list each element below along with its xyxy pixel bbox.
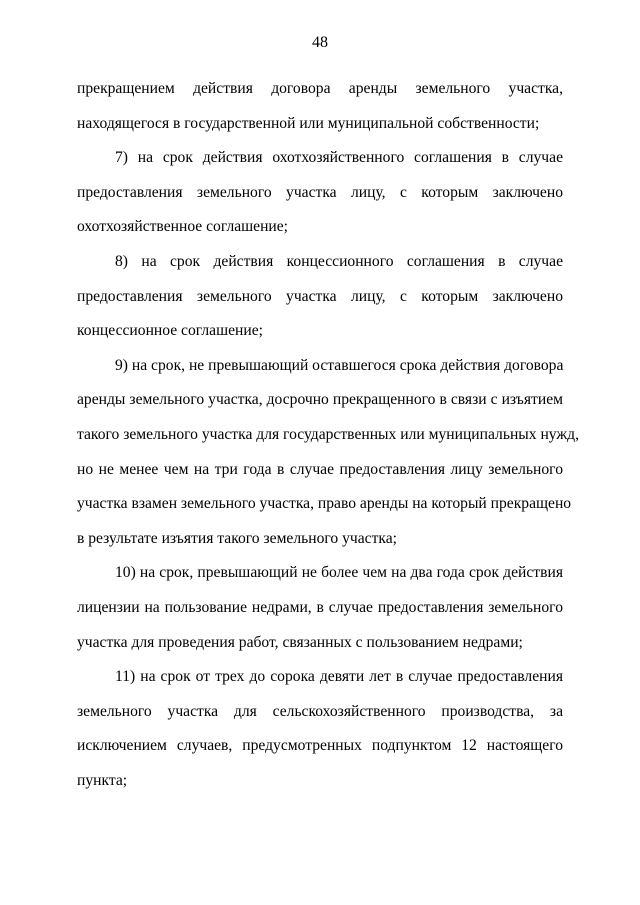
text-line: 8) на срок действия концессионного соглашения в случае: [115, 252, 563, 270]
text-line: исключением случаев, предусмотренных подпунктом 12 настоящего: [77, 737, 563, 755]
body-text: [77, 72, 579, 798]
text-line: пункта;: [77, 771, 128, 789]
text-line: в результате изъятия такого земельного участка;: [77, 529, 397, 547]
text-line: концессионное соглашение;: [77, 322, 263, 340]
page-number: 48: [312, 34, 328, 51]
text-line: предоставления земельного участка лицу, с которым заключено: [77, 287, 563, 305]
text-line: 7) на срок действия охотхозяйственного соглашения в случае: [115, 149, 563, 167]
text-line: находящегося в государственной или муниципальной собственности;: [77, 114, 540, 132]
text-line: участка для проведения работ, связанных с пользованием недрами;: [77, 633, 523, 651]
text-line: прекращением действия договора аренды земельного участка,: [77, 80, 563, 97]
text-line: охотхозяйственное соглашение;: [77, 218, 289, 236]
text-line: лицензии на пользование недрами, в случае предоставления земельного: [77, 598, 563, 616]
text-line: 11) на срок от трех до сорока девяти лет в случае предоставления: [115, 668, 563, 686]
text-line: но не менее чем на три года в случае предоставления лицу земельного: [77, 460, 563, 478]
text-line: участка взамен земельного участка, право аренды на который прекращено: [77, 495, 572, 513]
text-line: предоставления земельного участка лицу, с которым заключено: [77, 183, 563, 201]
text-line: аренды земельного участка, досрочно прекращенного в связи с изъятием: [77, 391, 563, 409]
text-line: 9) на срок, не превышающий оставшегося срока действия договора: [115, 356, 564, 374]
text-line: 10) на срок, превышающий не более чем на два года срок действия: [115, 564, 563, 582]
text-line: такого земельного участка для государственных или муниципальных нужд,: [77, 425, 579, 443]
text-line: земельного участка для сельскохозяйственного производства, за: [77, 702, 563, 720]
